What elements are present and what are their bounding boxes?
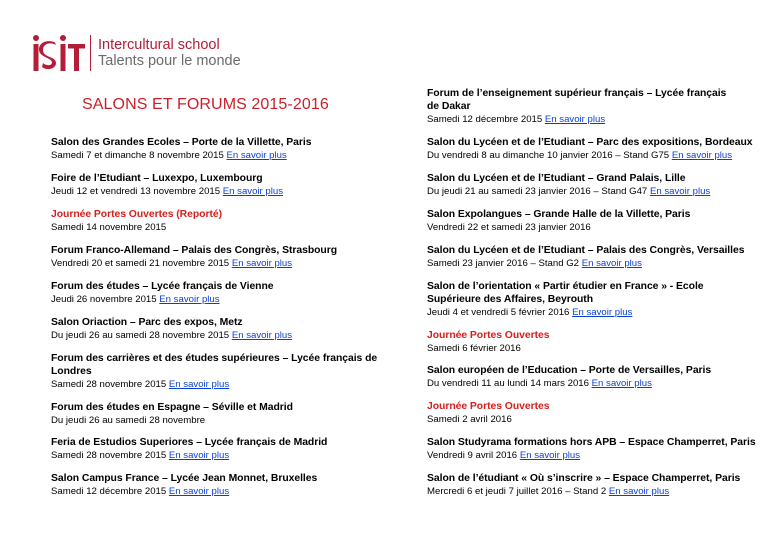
event-title: Salon Campus France – Lycée Jean Monnet, Bruxelles: [51, 473, 318, 484]
event-title: Salon Oriaction – Parc des expos, Metz: [51, 317, 243, 328]
event-title: Salon des Grandes Ecoles – Porte de la Villette, Paris: [51, 137, 312, 148]
more-info-link[interactable]: En savoir plus: [168, 379, 230, 390]
event-title: Journée Portes Ouvertes: [427, 330, 550, 341]
more-info-link[interactable]: En savoir plus: [544, 114, 606, 125]
event-detail: [427, 186, 767, 198]
event-detail: [427, 307, 747, 319]
more-info-link[interactable]: En savoir plus: [591, 378, 652, 389]
event-detail: [51, 486, 391, 498]
event-detail: [51, 186, 391, 198]
event-item: [427, 136, 767, 162]
more-info-link[interactable]: En savoir plus: [649, 186, 711, 197]
more-info-link[interactable]: En savoir plus: [222, 186, 284, 197]
event-detail: [427, 343, 767, 355]
event-item: [51, 208, 391, 234]
event-item: [51, 436, 391, 462]
event-title: Forum des études en Espagne – Séville et Madrid: [51, 402, 293, 413]
event-title: Journée Portes Ouvertes: [427, 401, 550, 412]
event-detail: [51, 330, 391, 342]
event-detail: [427, 450, 767, 462]
event-date: Samedi 28 novembre 2015: [51, 450, 167, 461]
event-item: [51, 136, 391, 162]
more-info-link[interactable]: En savoir plus: [226, 150, 287, 161]
event-title: Salon Studyrama formations hors APB – Espace Champerret, Paris: [427, 437, 756, 448]
event-item: [427, 208, 767, 234]
isit-logo: [30, 33, 241, 73]
logo-tagline-1: Intercultural school: [98, 37, 220, 53]
more-info-link[interactable]: En savoir plus: [231, 258, 293, 269]
logo-divider: [90, 35, 91, 71]
more-info-link[interactable]: En savoir plus: [159, 294, 220, 305]
event-item: [51, 352, 391, 391]
event-date: Samedi 14 novembre 2015: [51, 222, 167, 233]
event-title: Salon de l’orientation « Partir étudier en France » - Ecole Supérieure des Affaires, Beyrouth: [427, 281, 704, 305]
event-item: [51, 280, 391, 306]
event-date: Samedi 23 janvier 2016 – Stand G2: [427, 258, 580, 269]
more-info-link[interactable]: En savoir plus: [168, 450, 230, 461]
event-detail: [51, 294, 391, 306]
event-title: Salon de l’étudiant « Où s’inscrire » – Espace Champerret, Paris: [427, 473, 741, 484]
more-info-link[interactable]: En savoir plus: [168, 486, 230, 497]
event-date: Vendredi 20 et samedi 21 novembre 2015: [51, 258, 230, 269]
event-date: Du jeudi 21 au samedi 23 janvier 2016 – Stand G47: [427, 186, 648, 197]
page-title: SALONS ET FORUMS 2015-2016: [82, 96, 329, 113]
event-date: Samedi 6 février 2016: [427, 343, 521, 354]
event-date: Vendredi 9 avril 2016: [427, 450, 518, 461]
event-item: [51, 244, 391, 270]
event-detail: [51, 450, 391, 462]
event-date: Jeudi 26 novembre 2015: [51, 294, 157, 305]
event-title: Forum Franco-Allemand – Palais des Congrès, Strasbourg: [51, 245, 337, 256]
event-date: Du jeudi 26 au samedi 28 novembre: [51, 415, 206, 426]
event-item: [427, 172, 767, 198]
more-info-link[interactable]: En savoir plus: [671, 150, 733, 161]
event-item: [51, 172, 391, 198]
event-item: [427, 280, 747, 319]
event-date: Jeudi 12 et vendredi 13 novembre 2015: [51, 186, 221, 197]
event-detail: [427, 486, 767, 498]
event-date: Samedi 12 décembre 2015: [427, 114, 543, 125]
logo-tagline-2: Talents pour le monde: [98, 53, 241, 69]
event-title: Journée Portes Ouvertes (Reporté): [51, 209, 222, 220]
logo-text: [98, 37, 241, 69]
event-title: Salon européen de l’Education – Porte de Versailles, Paris: [427, 365, 712, 376]
event-item: [51, 316, 391, 342]
event-date: Samedi 2 avril 2016: [427, 414, 512, 425]
event-detail: [51, 258, 391, 270]
event-date: Samedi 12 décembre 2015: [51, 486, 167, 497]
event-detail: [427, 114, 727, 126]
event-item: [427, 400, 767, 426]
event-detail: [427, 414, 767, 426]
more-info-link[interactable]: En savoir plus: [231, 330, 293, 341]
more-info-link[interactable]: En savoir plus: [519, 450, 581, 461]
event-date: Samedi 7 et dimanche 8 novembre 2015: [51, 150, 224, 161]
event-date: Mercredi 6 et jeudi 7 juillet 2016 – Stand 2: [427, 486, 607, 497]
event-item: [51, 472, 391, 498]
more-info-link[interactable]: En savoir plus: [608, 486, 670, 497]
event-item: [427, 244, 767, 270]
event-item: [427, 472, 767, 498]
event-date: Du vendredi 8 au dimanche 10 janvier 2016 – Stand G75: [427, 150, 670, 161]
event-detail: [427, 222, 767, 234]
isit-logo-icon: [30, 33, 86, 73]
event-title: Forum des carrières et des études supérieures – Lycée français de Londres: [51, 353, 378, 377]
event-detail: [51, 415, 391, 427]
event-title: Forum des études – Lycée français de Vienne: [51, 281, 274, 292]
event-detail: [51, 150, 391, 162]
event-date: Vendredi 22 et samedi 23 janvier 2016: [427, 222, 591, 233]
more-info-link[interactable]: En savoir plus: [581, 258, 642, 269]
event-item: [427, 364, 767, 390]
event-detail: [51, 222, 391, 234]
event-title: Salon Expolangues – Grande Halle de la Villette, Paris: [427, 209, 691, 220]
event-detail: [427, 258, 767, 270]
event-item: [427, 329, 767, 355]
event-title: Foire de l’Etudiant – Luxexpo, Luxembourg: [51, 173, 263, 184]
event-item: [427, 87, 727, 126]
event-date: Du vendredi 11 au lundi 14 mars 2016: [427, 378, 589, 389]
event-date: Du jeudi 26 au samedi 28 novembre 2015: [51, 330, 230, 341]
isit-logo-mark: [30, 33, 86, 73]
event-detail: [51, 379, 391, 391]
event-title: Salon du Lycéen et de l’Etudiant – Grand Palais, Lille: [427, 173, 686, 184]
event-detail: [427, 150, 767, 162]
more-info-link[interactable]: En savoir plus: [572, 307, 633, 318]
event-date: Samedi 28 novembre 2015: [51, 379, 167, 390]
event-detail: [427, 378, 767, 390]
event-title: Salon du Lycéen et de l’Etudiant – Parc des expositions, Bordeaux: [427, 137, 753, 148]
event-title: Salon du Lycéen et de l’Etudiant – Palais des Congrès, Versailles: [427, 245, 745, 256]
event-item: [427, 436, 767, 462]
event-item: [51, 401, 391, 427]
event-title: Feria de Estudios Superiores – Lycée français de Madrid: [51, 437, 328, 448]
event-title: Forum de l’enseignement supérieur français – Lycée français de Dakar: [427, 88, 727, 112]
event-date: Jeudi 4 et vendredi 5 février 2016: [427, 307, 570, 318]
